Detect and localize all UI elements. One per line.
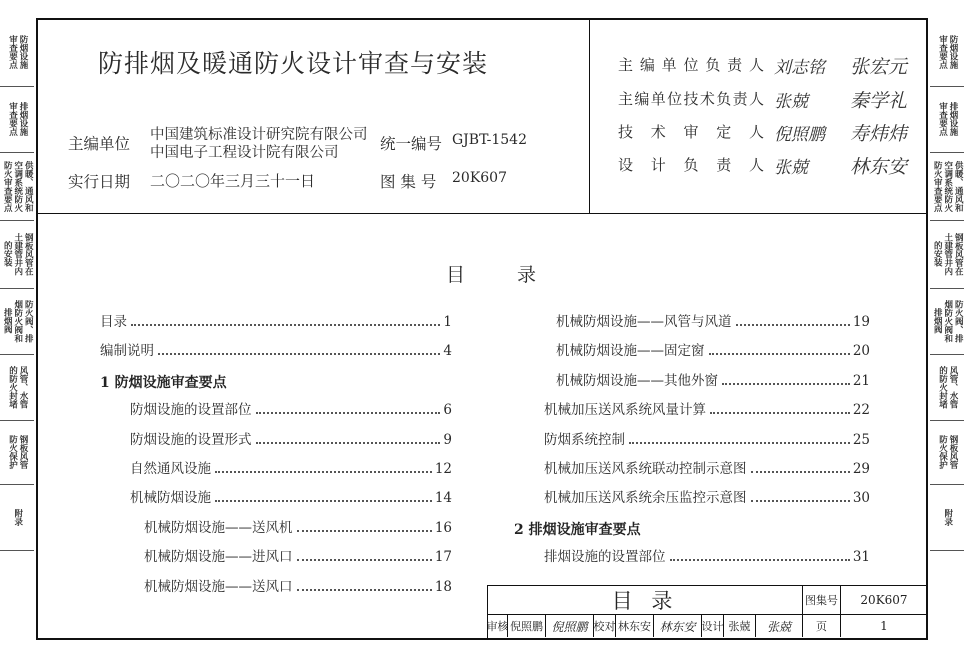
leader-dots bbox=[722, 383, 850, 385]
leader-dots bbox=[751, 500, 850, 502]
tab-label-line: 防火保护 bbox=[937, 435, 948, 469]
signature-role: 主编单位技术负责人 bbox=[618, 90, 764, 108]
toc-entry-page: 12 bbox=[434, 461, 452, 477]
right-tab-2[interactable] bbox=[930, 86, 964, 153]
leader-dots bbox=[297, 559, 432, 561]
toc-entry-page: 9 bbox=[443, 431, 452, 448]
leader-dots bbox=[131, 324, 440, 326]
unified-no-label: 统一编号 bbox=[380, 135, 443, 153]
toc-entry-label: 编制说明 bbox=[100, 343, 154, 360]
toc-entry[interactable] bbox=[544, 400, 870, 418]
tab-label-line: 审查要点 bbox=[7, 102, 18, 136]
toc-entry[interactable] bbox=[556, 312, 870, 330]
toc-entry[interactable] bbox=[130, 459, 452, 477]
tab-label-line: 防火保护 bbox=[7, 435, 18, 469]
right-tab-3[interactable] bbox=[930, 152, 964, 221]
toc-entry-page: 20 bbox=[852, 343, 870, 360]
left-chapter-tabs bbox=[0, 18, 34, 641]
signature-2: 张宏元 bbox=[850, 56, 908, 78]
toc-entry-label: 排烟设施的设置部位 bbox=[544, 549, 666, 566]
signature-1: 张兢 bbox=[774, 92, 808, 112]
title-block bbox=[487, 585, 927, 639]
signature-row bbox=[618, 88, 764, 109]
review-label: 审核 bbox=[488, 615, 508, 637]
signature-2: 秦学礼 bbox=[850, 90, 908, 112]
toc-entry[interactable] bbox=[544, 430, 870, 448]
cover-header bbox=[38, 20, 926, 214]
right-tab-7[interactable] bbox=[930, 420, 964, 485]
drawing-frame bbox=[36, 18, 928, 640]
right-tab-4[interactable] bbox=[930, 220, 964, 289]
toc-entry-label: 机械防烟设施——固定窗 bbox=[556, 343, 705, 360]
tab-label-line: 附录 bbox=[12, 508, 23, 526]
leader-dots bbox=[158, 353, 440, 355]
tab-label-line: 防烟设施 bbox=[948, 35, 958, 69]
toc-entry[interactable] bbox=[144, 577, 452, 595]
leader-dots bbox=[629, 442, 850, 444]
atlas-no: 20K607 bbox=[452, 170, 507, 186]
left-tab-8[interactable] bbox=[0, 484, 34, 551]
toc-entry-label: 机械防烟设施 bbox=[130, 490, 211, 507]
left-tab-3[interactable] bbox=[0, 152, 34, 221]
toc-section-heading: 2 排烟设施审查要点 bbox=[514, 521, 641, 538]
toc-entry-label: 机械防烟设施——送风口 bbox=[144, 578, 293, 595]
tab-label-line: 土建管井内 bbox=[942, 232, 953, 276]
toc-entry-label: 机械防烟设施——进风口 bbox=[144, 549, 293, 566]
editor-unit-1: 中国建筑标准设计研究院有限公司 bbox=[150, 127, 368, 143]
toc-entry-label: 机械防烟设施——风管与风道 bbox=[556, 314, 732, 330]
tab-label-line: 供暖、通风和 bbox=[23, 160, 34, 212]
design-label: 设计 bbox=[702, 615, 724, 637]
tab-label-line: 审查要点 bbox=[937, 35, 948, 69]
check-label: 校对 bbox=[594, 615, 616, 637]
toc-entry[interactable] bbox=[100, 341, 452, 359]
leader-dots bbox=[710, 412, 850, 414]
checker-signature: 林东安 bbox=[654, 615, 702, 637]
tab-label-line: 钢板风管在 bbox=[23, 232, 34, 276]
tab-label-line: 防烟设施 bbox=[18, 35, 28, 69]
effective-date: 二〇二〇年三月三十一日 bbox=[150, 172, 316, 190]
toc-entry-page: 16 bbox=[434, 519, 452, 536]
leader-dots bbox=[256, 442, 441, 444]
signature-1: 刘志铭 bbox=[774, 58, 825, 78]
toc-entry-label: 机械防烟设施——其他外窗 bbox=[556, 372, 718, 389]
toc-entry[interactable] bbox=[130, 488, 452, 506]
leader-dots bbox=[215, 500, 432, 502]
page-label: 页 bbox=[803, 615, 841, 637]
editor-label: 主编单位 bbox=[68, 135, 131, 153]
tab-label-line: 烟防火阀和 bbox=[942, 299, 953, 343]
tab-label-line: 防火审查要点 bbox=[932, 160, 943, 212]
signature-row bbox=[618, 54, 764, 75]
signature-role: 主编单位负责人 bbox=[618, 56, 764, 74]
leader-dots bbox=[297, 530, 432, 532]
toc-section-heading: 1 防烟设施审查要点 bbox=[100, 374, 227, 391]
tab-label-line: 土建管井内 bbox=[12, 232, 23, 276]
toc-entry-page: 14 bbox=[434, 490, 452, 507]
tab-label-line: 空调系统防火 bbox=[12, 160, 23, 212]
tab-label-line: 防火阀、排 bbox=[953, 299, 964, 343]
toc-heading: 目录 bbox=[446, 264, 589, 286]
toc-entry-label: 防烟系统控制 bbox=[544, 431, 625, 448]
left-tab-7[interactable] bbox=[0, 420, 34, 485]
toc-entry-page: 6 bbox=[443, 402, 452, 419]
toc-entry[interactable] bbox=[144, 547, 452, 565]
toc-entry-page: 17 bbox=[434, 549, 452, 566]
toc-entry-page: 30 bbox=[852, 490, 870, 507]
tab-label-line: 的防火封堵 bbox=[7, 365, 18, 409]
toc-entry-label: 自然通风设施 bbox=[130, 461, 211, 477]
checker-name: 林东安 bbox=[616, 615, 654, 637]
editor-unit-2: 中国电子工程设计院有限公司 bbox=[150, 145, 339, 161]
toc-entry-page: 4 bbox=[443, 343, 452, 360]
toc-entry-label: 防烟设施的设置部位 bbox=[130, 402, 252, 419]
leader-dots bbox=[670, 559, 850, 561]
right-tab-1[interactable] bbox=[930, 18, 964, 87]
reviewer-signature: 倪照鹏 bbox=[546, 615, 594, 637]
toc-entry-label: 机械防烟设施——送风机 bbox=[144, 519, 293, 536]
signature-row bbox=[618, 154, 764, 175]
tab-label-line: 审查要点 bbox=[7, 35, 18, 69]
toc-entry[interactable] bbox=[544, 459, 870, 477]
atlas-no-label: 图集号 bbox=[803, 586, 841, 615]
tab-label-line: 的防火封堵 bbox=[937, 365, 948, 409]
toc-entry[interactable] bbox=[130, 400, 452, 418]
right-tab-5[interactable] bbox=[930, 288, 964, 355]
tab-label-line: 排烟阀 bbox=[932, 308, 943, 334]
left-tab-1[interactable] bbox=[0, 18, 34, 87]
page-no: 1 bbox=[880, 619, 888, 633]
toc-entry[interactable] bbox=[144, 518, 452, 536]
signature-2: 寿炜炜 bbox=[850, 123, 908, 145]
tab-label-line: 防火审查要点 bbox=[2, 160, 13, 212]
toc-entry-label: 目录 bbox=[100, 314, 127, 330]
tab-label-line: 排烟设施 bbox=[18, 102, 28, 136]
tab-label-line: 审查要点 bbox=[937, 102, 948, 136]
tab-label-line: 的安装 bbox=[932, 241, 943, 267]
toc-entry-page: 19 bbox=[852, 314, 870, 330]
tab-label-line: 附录 bbox=[942, 508, 953, 526]
tab-label-line: 钢板风管在 bbox=[953, 232, 964, 276]
signature-role: 技术审定人 bbox=[618, 123, 764, 141]
leader-dots bbox=[297, 589, 432, 591]
toc-entry[interactable] bbox=[556, 341, 870, 359]
right-chapter-tabs bbox=[930, 18, 964, 641]
left-tab-4[interactable] bbox=[0, 220, 34, 289]
left-tab-2[interactable] bbox=[0, 86, 34, 153]
toc-entry-page: 31 bbox=[852, 549, 870, 566]
atlas-no: 20K607 bbox=[841, 586, 927, 615]
tab-label-line: 风管、水管 bbox=[948, 365, 958, 409]
tab-label-line: 钢板风管 bbox=[948, 435, 958, 469]
tab-label-line: 排烟设施 bbox=[948, 102, 958, 136]
toc-entry-page: 22 bbox=[852, 402, 870, 419]
signature-1: 张兢 bbox=[774, 158, 808, 178]
tab-label-line: 钢板风管 bbox=[18, 435, 28, 469]
toc-entry-page: 29 bbox=[852, 461, 870, 477]
header-divider bbox=[589, 20, 590, 213]
left-tab-6[interactable] bbox=[0, 354, 34, 421]
toc-entry-label: 机械加压送风系统余压监控示意图 bbox=[544, 490, 747, 507]
toc-entry-label: 防烟设施的设置形式 bbox=[130, 431, 252, 448]
toc-entry[interactable] bbox=[556, 371, 870, 389]
tab-label-line: 空调系统防火 bbox=[942, 160, 953, 212]
left-tab-5[interactable] bbox=[0, 288, 34, 355]
toc-entry-page: 21 bbox=[852, 372, 870, 389]
toc-entry-page: 18 bbox=[434, 578, 452, 595]
signature-role: 设计负责人 bbox=[618, 156, 764, 174]
toc-entry[interactable] bbox=[130, 430, 452, 448]
leader-dots bbox=[256, 412, 441, 414]
tab-label-line: 供暖、通风和 bbox=[953, 160, 964, 212]
atlas-title: 防排烟及暖通防火设计审查与安装 bbox=[98, 49, 489, 78]
tab-label-line: 的安装 bbox=[2, 241, 13, 267]
right-tab-8[interactable] bbox=[930, 484, 964, 551]
toc-entry-page: 1 bbox=[443, 314, 452, 330]
leader-dots bbox=[709, 353, 850, 355]
toc-entry[interactable] bbox=[544, 547, 870, 565]
toc-entry-page: 25 bbox=[852, 431, 870, 448]
tab-label-line: 排烟阀 bbox=[2, 308, 13, 334]
leader-dots bbox=[736, 324, 850, 326]
atlas-no-label: 图 集 号 bbox=[380, 173, 437, 191]
tab-label-line: 烟防火阀和 bbox=[12, 299, 23, 343]
toc-entry-label: 机械加压送风系统风量计算 bbox=[544, 402, 706, 419]
designer-name: 张兢 bbox=[724, 615, 756, 637]
tab-label-line: 防火阀、排 bbox=[23, 299, 34, 343]
signature-row bbox=[618, 121, 764, 142]
tab-label-line: 风管、水管 bbox=[18, 365, 28, 409]
sheet-title: 目 录 bbox=[488, 586, 803, 615]
signature-2: 林东安 bbox=[850, 156, 908, 178]
toc-entry[interactable] bbox=[544, 488, 870, 506]
toc-entry[interactable] bbox=[100, 312, 452, 330]
signature-1: 倪照鹏 bbox=[774, 125, 825, 145]
toc-entry-label: 机械加压送风系统联动控制示意图 bbox=[544, 461, 747, 477]
right-tab-6[interactable] bbox=[930, 354, 964, 421]
reviewer-name: 倪照鹏 bbox=[508, 615, 546, 637]
date-label: 实行日期 bbox=[68, 173, 131, 191]
leader-dots bbox=[215, 471, 432, 473]
unified-no: GJBT-1542 bbox=[452, 132, 527, 148]
leader-dots bbox=[751, 471, 850, 473]
designer-signature: 张兢 bbox=[756, 615, 803, 637]
